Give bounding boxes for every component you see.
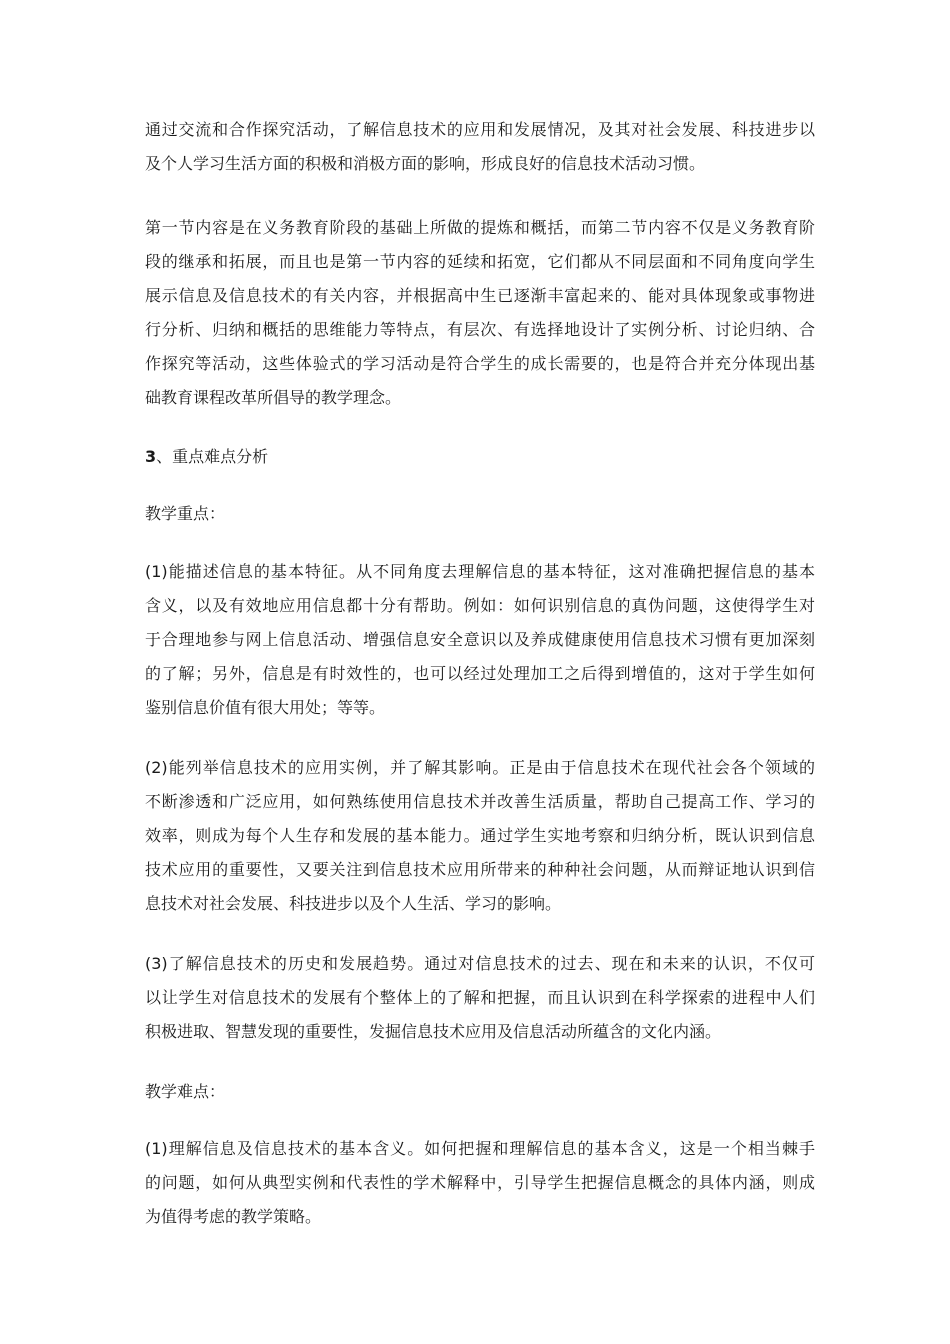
text-line: 的了解；另外，信息是有时效性的，也可以经过处理加工之后得到增值的，这对于学生如何 xyxy=(145,664,815,683)
section-heading-text xyxy=(145,440,815,474)
text-line: (1)能描述信息的基本特征。从不同角度去理解信息的基本特征，这对准确把握信息的基本 xyxy=(145,562,815,581)
key-point-1 xyxy=(145,555,815,725)
key-points-label: 教学重点： xyxy=(145,504,226,523)
difficult-points-label: 教学难点： xyxy=(145,1082,226,1101)
text-line: 不断渗透和广泛应用，如何熟练使用信息技术并改善生活质量，帮助自己提高工作、学习的 xyxy=(145,792,815,811)
text-line: 息技术对社会发展、科技进步以及个人生活、学习的影响。 xyxy=(145,894,562,913)
text-line: 行分析、归纳和概括的思维能力等特点，有层次、有选择地设计了实例分析、讨论归纳、合 xyxy=(145,320,815,339)
text-line: 础教育课程改革所倡导的教学理念。 xyxy=(145,388,402,407)
text-line: 含义，以及有效地应用信息都十分有帮助。例如：如何识别信息的真伪问题，这使得学生对 xyxy=(145,596,815,615)
paragraph-intro-activities xyxy=(145,113,815,181)
text-line: 技术应用的重要性，又要关注到信息技术应用所带来的种种社会问题，从而辩证地认识到信 xyxy=(145,860,815,879)
text-line: (3)了解信息技术的历史和发展趋势。通过对信息技术的过去、现在和未来的认识，不仅可 xyxy=(145,954,815,973)
text-line: 展示信息及信息技术的有关内容，并根据高中生已逐渐丰富起来的、能对具体现象或事物进 xyxy=(145,286,815,305)
text-line: 通过交流和合作探究活动，了解信息技术的应用和发展情况，及其对社会发展、科技进步以 xyxy=(145,120,815,139)
difficult-point-1 xyxy=(145,1132,815,1234)
difficult-points-label-block xyxy=(145,1075,815,1109)
text-line: 为值得考虑的教学策略。 xyxy=(145,1207,322,1226)
section-title: 、重点难点分析 xyxy=(156,447,269,466)
text-line: 及个人学习生活方面的积极和消极方面的影响，形成良好的信息技术活动习惯。 xyxy=(145,154,706,173)
text-line: (2)能列举信息技术的应用实例，并了解其影响。正是由于信息技术在现代社会各个领域的 xyxy=(145,758,815,777)
text-line: 鉴别信息价值有很大用处；等等。 xyxy=(145,698,386,717)
paragraph-section-relations xyxy=(145,211,815,415)
text-line: 作探究等活动，这些体验式的学习活动是符合学生的成长需要的，也是符合并充分体现出基 xyxy=(145,354,815,373)
section-number: 3 xyxy=(145,447,157,466)
section-heading xyxy=(145,440,815,474)
key-points-label-block xyxy=(145,497,815,531)
text-line: 积极进取、智慧发现的重要性，发掘信息技术应用及信息活动所蕴含的文化内涵。 xyxy=(145,1022,722,1041)
text-line: 段的继承和拓展，而且也是第一节内容的延续和拓宽，它们都从不同层面和不同角度向学生 xyxy=(145,252,815,271)
key-point-3 xyxy=(145,947,815,1049)
text-line: 以让学生对信息技术的发展有个整体上的了解和把握，而且认识到在科学探索的进程中人们 xyxy=(145,988,815,1007)
text-line: 第一节内容是在义务教育阶段的基础上所做的提炼和概括，而第二节内容不仅是义务教育阶 xyxy=(145,218,815,237)
text-line: 于合理地参与网上信息活动、增强信息安全意识以及养成健康使用信息技术习惯有更加深刻 xyxy=(145,630,815,649)
text-line: 的问题，如何从典型实例和代表性的学术解释中，引导学生把握信息概念的具体内涵，则成 xyxy=(145,1173,815,1192)
text-line: (1)理解信息及信息技术的基本含义。如何把握和理解信息的基本含义，这是一个相当棘手 xyxy=(145,1139,815,1158)
key-point-2 xyxy=(145,751,815,921)
text-line: 效率，则成为每个人生存和发展的基本能力。通过学生实地考察和归纳分析，既认识到信息 xyxy=(145,826,815,845)
